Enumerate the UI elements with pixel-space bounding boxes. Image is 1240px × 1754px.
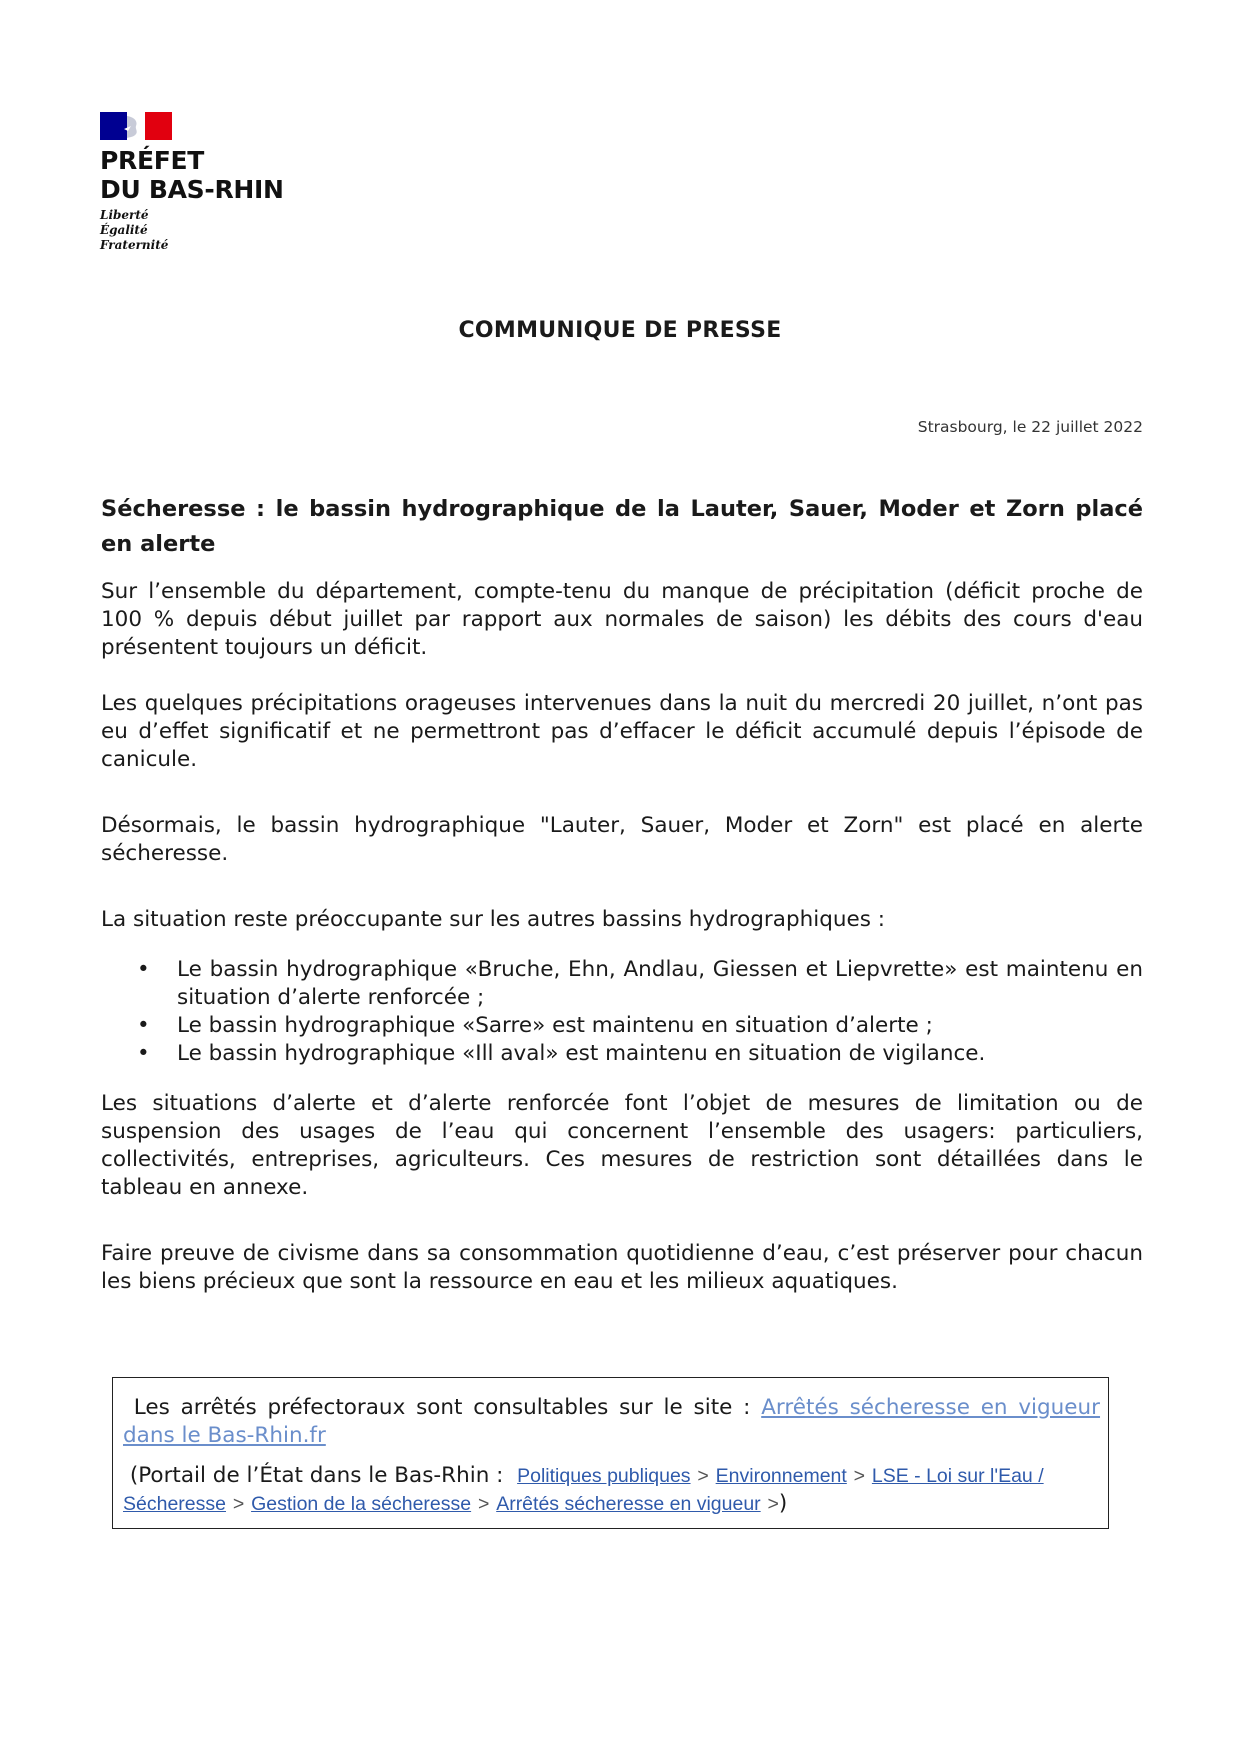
paragraph-alert: Désormais, le bassin hydrographique "Lauter, Sauer, Moder et Zorn" est placé en alerte sécheresse. bbox=[101, 813, 1143, 866]
republic-motto bbox=[100, 208, 320, 253]
breadcrumb-link-environnement[interactable]: Environnement bbox=[715, 1465, 847, 1487]
motto-liberte: Liberté bbox=[100, 208, 149, 222]
breadcrumb-link-politiques[interactable]: Politiques publiques bbox=[517, 1465, 691, 1487]
marianne-flag-icon bbox=[100, 112, 172, 140]
prefect-title-line1: PRÉFET bbox=[100, 146, 205, 175]
article-subject: Sécheresse : le bassin hydrographique de la Lauter, Sauer, Moder et Zorn placé en alerte bbox=[101, 496, 1143, 557]
motto-fraternite: Fraternité bbox=[100, 238, 169, 252]
list-item-text: Le bassin hydrographique «Sarre» est maintenu en situation d’alerte ; bbox=[177, 1013, 933, 1038]
portal-prefix: (Portail de l’État dans le Bas-Rhin : bbox=[129, 1463, 504, 1488]
paragraph-measures: Les situations d’alerte et d’alerte renforcée font l’objet de mesures de limitation ou de suspension des usages de l’eau qui concernent l’ensemble des usagers: particuliers, collectivités, entreprises, agriculteurs. Ces mesures de restriction sont détaillées dans le tableau en annexe. bbox=[101, 1091, 1143, 1200]
paragraph-situation: La situation reste préoccupante sur les autres bassins hydrographiques : bbox=[101, 907, 885, 932]
paragraph-storms: Les quelques précipitations orageuses intervenues dans la nuit du mercredi 20 juillet, n’ont pas eu d’effet significatif et ne permettront pas d’effacer le déficit accumulé depuis l’épisode de canicule. bbox=[101, 691, 1143, 772]
breadcrumb-link-lse[interactable]: LSE - Loi sur l'Eau / Sécheresse bbox=[123, 1465, 1044, 1515]
list-item bbox=[101, 1040, 1143, 1068]
prefect-title bbox=[100, 146, 320, 204]
decrees-intro-line bbox=[123, 1394, 1100, 1450]
breadcrumb-separator: > bbox=[697, 1465, 709, 1487]
decrees-intro-text: Les arrêtés préfectoraux sont consultables sur le site : bbox=[133, 1395, 751, 1420]
list-item-text: Le bassin hydrographique «Ill aval» est maintenu en situation de vigilance. bbox=[177, 1041, 986, 1066]
decrees-info-box bbox=[112, 1377, 1109, 1529]
paragraph-civism: Faire preuve de civisme dans sa consommation quotidienne d’eau, c’est préserver pour chacun les biens précieux que sont la ressource en eau et les milieux aquatiques. bbox=[101, 1241, 1143, 1294]
breadcrumb-separator: > bbox=[477, 1493, 490, 1515]
portal-suffix: ) bbox=[778, 1491, 788, 1516]
list-item-text: Le bassin hydrographique «Bruche, Ehn, Andlau, Giessen et Liepvrette» est maintenu en situation d’alerte renforcée ; bbox=[177, 957, 1143, 1010]
list-item bbox=[101, 1012, 1143, 1040]
bullet-icon: • bbox=[137, 957, 150, 982]
paragraph-context: Sur l’ensemble du département, compte-tenu du manque de précipitation (déficit proche de 100 % depuis début juillet par rapport aux normales de saison) les débits des cours d'eau présentent toujours un déficit. bbox=[101, 579, 1143, 660]
motto-egalite: Égalité bbox=[100, 223, 148, 237]
breadcrumb-link-gestion[interactable]: Gestion de la sécheresse bbox=[251, 1493, 472, 1515]
prefecture-logo bbox=[100, 112, 320, 253]
basin-status-list bbox=[101, 956, 1143, 1068]
document-date: Strasbourg, le 22 juillet 2022 bbox=[917, 418, 1143, 436]
bullet-icon: • bbox=[137, 1013, 150, 1038]
decrees-main-link[interactable]: Arrêtés sécheresse en vigueur dans le Bas-Rhin.fr bbox=[123, 1395, 1101, 1448]
bullet-icon: • bbox=[137, 1041, 150, 1066]
document-type-title: COMMUNIQUE DE PRESSE bbox=[458, 318, 782, 343]
list-item bbox=[101, 956, 1143, 1012]
breadcrumb-separator: > bbox=[232, 1493, 245, 1515]
breadcrumb-separator: > bbox=[767, 1493, 779, 1515]
breadcrumb-link-arretes[interactable]: Arrêtés sécheresse en vigueur bbox=[496, 1493, 761, 1515]
prefect-title-line2: DU BAS-RHIN bbox=[100, 175, 284, 204]
portal-breadcrumb-line bbox=[123, 1462, 1100, 1518]
breadcrumb-separator: > bbox=[853, 1465, 866, 1487]
article-body bbox=[101, 492, 1143, 1296]
